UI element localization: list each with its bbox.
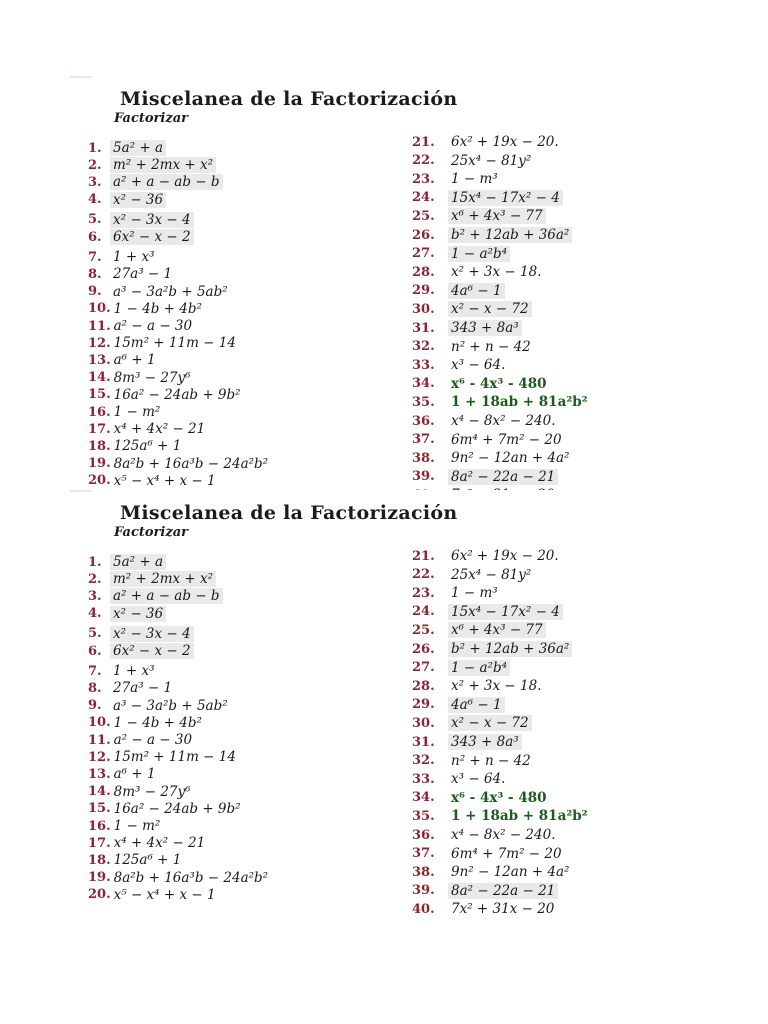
paper-edge	[70, 490, 92, 492]
exercise-expression: 1 − m²	[113, 404, 161, 420]
exercise-number: 26.	[412, 641, 435, 657]
exercise-expression: 27a³ − 1	[113, 680, 173, 697]
exercise-item	[412, 639, 572, 659]
exercise-number: 25.	[412, 208, 435, 224]
exercise-expression: 6x² + 19x − 20.	[451, 548, 559, 564]
exercise-item	[412, 881, 558, 901]
exercise-expression: 5a² + a	[110, 554, 166, 570]
exercise-item	[412, 620, 546, 640]
exercise-number: 19.	[88, 456, 111, 472]
exercise-number: 30.	[412, 301, 435, 317]
exercise-number: 29.	[412, 283, 435, 299]
exercise-expression: 5a² + a	[110, 140, 166, 156]
exercise-number: 5.	[88, 212, 102, 228]
exercise-expression: 6x² − x − 2	[110, 643, 194, 659]
exercise-item	[412, 281, 505, 301]
exercise-number: 14.	[88, 784, 111, 800]
exercise-number: 4.	[88, 192, 102, 208]
exercise-expression: 8a²b + 16a³b − 24a²b²	[113, 869, 269, 886]
exercise-expression: 4a⁶ − 1	[448, 283, 505, 299]
exercise-item	[412, 430, 565, 450]
exercise-expression: 1 − m²	[113, 818, 161, 834]
exercise-number: 12.	[88, 749, 111, 765]
exercise-number: 8.	[88, 680, 102, 696]
exercise-expression: m² + 2mx + x²	[110, 571, 216, 587]
exercise-expression: x⁵ − x⁴ + x − 1	[113, 886, 216, 903]
exercise-number: 15.	[88, 387, 111, 403]
exercise-number: 13.	[88, 766, 111, 782]
exercise-number: 1.	[88, 554, 102, 570]
exercise-number: 23.	[412, 171, 435, 187]
exercise-item	[412, 132, 562, 152]
exercise-number: 17.	[88, 421, 111, 437]
exercise-expression: n² + n − 42	[451, 338, 531, 355]
exercise-item	[412, 392, 591, 412]
exercise-expression: x⁶ + 4x³ − 77	[448, 208, 546, 224]
exercise-expression: 8m³ − 27y⁶	[113, 783, 191, 800]
exercise-number: 37.	[412, 432, 435, 448]
exercise-number: 26.	[412, 227, 435, 243]
exercise-item	[412, 658, 510, 678]
exercise-item	[412, 862, 572, 882]
exercise-number: 4.	[88, 606, 102, 622]
exercise-number: 18.	[88, 438, 111, 454]
exercise-expression: 15x⁴ − 17x² − 4	[448, 190, 563, 206]
exercise-expression: 16a² − 24ab + 9b²	[113, 800, 241, 817]
exercise-expression: a⁶ + 1	[113, 766, 156, 783]
exercise-number: 16.	[88, 404, 111, 420]
exercise-item	[412, 374, 550, 394]
exercise-expression: x² + 3x − 18.	[451, 678, 542, 695]
exercise-number: 39.	[412, 883, 435, 899]
exercise-expression: 1 − 4b + 4b²	[113, 714, 202, 731]
exercise-item	[412, 318, 522, 338]
exercise-item	[88, 885, 219, 905]
exercise-expression: 125a⁶ + 1	[113, 438, 182, 455]
exercise-number: 2.	[88, 157, 102, 173]
exercise-expression: 1 − a²b⁴	[448, 660, 510, 676]
exercise-number: 27.	[412, 246, 435, 262]
exercise-expression: 16a² − 24ab + 9b²	[113, 386, 241, 403]
exercise-number: 33.	[412, 357, 435, 373]
exercise-expression: b² + 12ab + 36a²	[448, 227, 572, 243]
exercise-number: 39.	[412, 469, 435, 485]
exercise-item	[412, 695, 505, 715]
exercise-number: 40.	[412, 901, 435, 917]
exercise-item	[412, 337, 534, 357]
exercise-item	[88, 227, 194, 247]
exercise-expression: x² − 36	[110, 606, 166, 622]
exercise-expression: 1 − m³	[451, 171, 498, 188]
exercise-expression: x⁴ + 4x² − 21	[113, 421, 206, 438]
exercise-item	[412, 732, 522, 752]
exercise-item	[412, 546, 562, 566]
exercise-expression: x⁵ − x⁴ + x − 1	[113, 472, 216, 489]
exercise-expression: 4a⁶ − 1	[448, 697, 505, 713]
exercise-item	[412, 844, 565, 864]
exercise-number: 13.	[88, 352, 111, 368]
exercise-number: 15.	[88, 801, 111, 817]
exercise-number: 29.	[412, 697, 435, 713]
exercise-expression: a³ − 3a²b + 5ab²	[113, 283, 228, 300]
exercise-number: 21.	[412, 548, 435, 564]
exercise-number: 21.	[412, 134, 435, 150]
exercise-number: 24.	[412, 604, 435, 620]
exercise-item	[412, 769, 508, 789]
exercise-number: 12.	[88, 335, 111, 351]
exercise-number: 32.	[412, 339, 435, 355]
exercise-item	[412, 244, 510, 264]
exercise-expression: m² + 2mx + x²	[110, 157, 216, 173]
exercise-number: 28.	[412, 264, 435, 280]
exercise-expression: 1 − 4b + 4b²	[113, 300, 202, 317]
exercise-number: 31.	[412, 734, 435, 750]
exercise-number: 35.	[412, 394, 435, 410]
exercise-expression: x⁶ - 4x³ - 480	[451, 789, 547, 806]
exercise-number: 34.	[412, 790, 435, 806]
exercise-number: 23.	[412, 585, 435, 601]
exercise-expression: 1 + x³	[113, 663, 155, 680]
exercise-item	[412, 467, 558, 487]
exercise-expression: 1 + 18ab + 81a²b²	[451, 808, 588, 825]
exercise-item	[412, 788, 550, 808]
exercise-expression: x² + 3x − 18.	[451, 264, 542, 281]
exercise-expression: 8a²b + 16a³b − 24a²b²	[113, 455, 269, 472]
exercise-item	[88, 604, 166, 624]
exercise-expression: a² − a − 30	[113, 318, 193, 334]
exercise-item	[412, 713, 532, 733]
exercise-number: 20.	[88, 473, 111, 489]
exercise-number: 22.	[412, 153, 435, 169]
exercise-expression: 15m² + 11m − 14	[113, 335, 236, 352]
exercise-number: 6.	[88, 229, 102, 245]
exercise-expression: 6x² + 19x − 20.	[451, 134, 559, 150]
exercise-expression: 1 − m³	[451, 585, 498, 602]
exercise-number: 8.	[88, 266, 102, 282]
exercise-expression: 8a² − 22a − 21	[448, 883, 558, 899]
paper-edge	[70, 76, 92, 78]
exercise-number: 2.	[88, 571, 102, 587]
exercise-expression: 7x² + 31x − 20	[451, 901, 555, 918]
exercise-number: 24.	[412, 190, 435, 206]
exercise-number: 38.	[412, 450, 435, 466]
exercise-expression: n² + n − 42	[451, 752, 531, 769]
exercise-item	[88, 641, 194, 661]
exercise-item	[412, 299, 532, 319]
exercise-expression: 1 − a²b⁴	[448, 246, 510, 262]
exercise-number: 18.	[88, 852, 111, 868]
exercise-expression: a³ − 3a²b + 5ab²	[113, 697, 228, 714]
exercise-expression: a² + a − ab − b	[110, 588, 223, 604]
exercise-item	[412, 448, 572, 468]
exercise-number: 3.	[88, 588, 102, 604]
exercise-number: 16.	[88, 818, 111, 834]
exercise-number: 33.	[412, 771, 435, 787]
exercise-number: 27.	[412, 660, 435, 676]
exercise-item	[412, 602, 563, 622]
exercise-expression: a² + a − ab − b	[110, 174, 223, 190]
exercise-item	[412, 676, 545, 696]
exercise-item	[412, 806, 591, 826]
exercise-expression: 27a³ − 1	[113, 266, 173, 283]
exercise-expression: a² − a − 30	[113, 732, 193, 748]
worksheet-2	[70, 490, 710, 918]
exercise-expression: x² − 3x − 4	[110, 626, 194, 642]
exercise-expression: 25x⁴ − 81y²	[451, 566, 532, 583]
exercise-number: 6.	[88, 643, 102, 659]
exercise-expression: b² + 12ab + 36a²	[448, 641, 572, 657]
exercise-expression: x² − x − 72	[448, 301, 532, 317]
exercise-expression: 15m² + 11m − 14	[113, 749, 236, 766]
exercise-number: 20.	[88, 887, 111, 903]
exercise-expression: 1 + 18ab + 81a²b²	[451, 394, 588, 411]
exercise-expression: 125a⁶ + 1	[113, 852, 182, 869]
exercise-item	[412, 899, 557, 919]
exercise-expression: 8a² − 22a − 21	[448, 469, 558, 485]
exercise-number: 14.	[88, 370, 111, 386]
exercise-item	[412, 355, 508, 375]
exercise-expression: x⁴ − 8x² − 240.	[451, 827, 556, 843]
exercise-expression: 1 + x³	[113, 249, 155, 266]
worksheet-title: Miscelanea de la Factorización	[120, 88, 458, 110]
exercise-expression: x⁶ + 4x³ − 77	[448, 622, 546, 638]
exercise-number: 9.	[88, 698, 102, 714]
exercise-number: 11.	[88, 318, 111, 334]
exercise-number: 30.	[412, 715, 435, 731]
exercise-item	[412, 751, 534, 771]
exercise-number: 11.	[88, 732, 111, 748]
exercise-expression: a⁶ + 1	[113, 352, 156, 369]
exercise-number: 7.	[88, 663, 102, 679]
exercise-expression: 343 + 8a³	[448, 320, 522, 336]
exercise-expression: x² − 3x − 4	[110, 212, 194, 228]
exercise-number: 1.	[88, 140, 102, 156]
exercise-number: 5.	[88, 626, 102, 642]
exercise-number: 25.	[412, 622, 435, 638]
exercise-number: 19.	[88, 870, 111, 886]
exercise-item	[412, 206, 546, 226]
exercise-item	[412, 151, 534, 171]
exercise-item	[412, 825, 559, 845]
exercise-item	[412, 262, 545, 282]
exercise-expression: 6x² − x − 2	[110, 229, 194, 245]
exercise-number: 34.	[412, 376, 435, 392]
exercise-number: 7.	[88, 249, 102, 265]
worksheet-1	[70, 76, 710, 489]
exercise-expression: 343 + 8a³	[448, 734, 522, 750]
exercise-expression: x⁴ + 4x² − 21	[113, 835, 206, 852]
exercise-number: 9.	[88, 284, 102, 300]
exercise-number: 28.	[412, 678, 435, 694]
exercise-expression: 9n² − 12an + 4a²	[451, 450, 570, 467]
exercise-expression: 25x⁴ − 81y²	[451, 152, 532, 169]
exercise-item	[412, 188, 563, 208]
exercise-item	[412, 411, 559, 431]
exercise-expression: x⁶ - 4x³ - 480	[451, 375, 547, 392]
exercise-number: 22.	[412, 567, 435, 583]
exercise-number: 36.	[412, 413, 435, 429]
exercise-expression: x² − 36	[110, 192, 166, 208]
exercise-number: 31.	[412, 320, 435, 336]
exercise-number: 35.	[412, 808, 435, 824]
exercise-expression: x⁴ − 8x² − 240.	[451, 413, 556, 429]
exercise-number: 10.	[88, 715, 111, 731]
exercise-number: 36.	[412, 827, 435, 843]
exercise-number: 32.	[412, 753, 435, 769]
worksheet-subtitle: Factorizar	[114, 525, 188, 540]
exercise-expression: 6m⁴ + 7m² − 20	[451, 845, 562, 862]
exercise-expression: 8m³ − 27y⁶	[113, 369, 191, 386]
exercise-item	[412, 169, 501, 189]
worksheet-subtitle: Factorizar	[114, 111, 188, 126]
exercise-item	[88, 471, 219, 491]
exercise-number: 10.	[88, 301, 111, 317]
exercise-number: 38.	[412, 864, 435, 880]
exercise-item	[412, 225, 572, 245]
exercise-number: 37.	[412, 846, 435, 862]
worksheet-title: Miscelanea de la Factorización	[120, 502, 458, 524]
exercise-item	[88, 190, 166, 210]
exercise-expression: x³ − 64.	[451, 771, 506, 788]
exercise-expression: 6m⁴ + 7m² − 20	[451, 431, 562, 448]
exercise-number: 17.	[88, 835, 111, 851]
exercise-expression: 15x⁴ − 17x² − 4	[448, 604, 563, 620]
exercise-expression: x² − x − 72	[448, 715, 532, 731]
exercise-item	[412, 565, 534, 585]
exercise-item	[412, 583, 501, 603]
exercise-expression: 9n² − 12an + 4a²	[451, 864, 570, 881]
exercise-expression: x³ − 64.	[451, 357, 506, 374]
exercise-number: 3.	[88, 174, 102, 190]
